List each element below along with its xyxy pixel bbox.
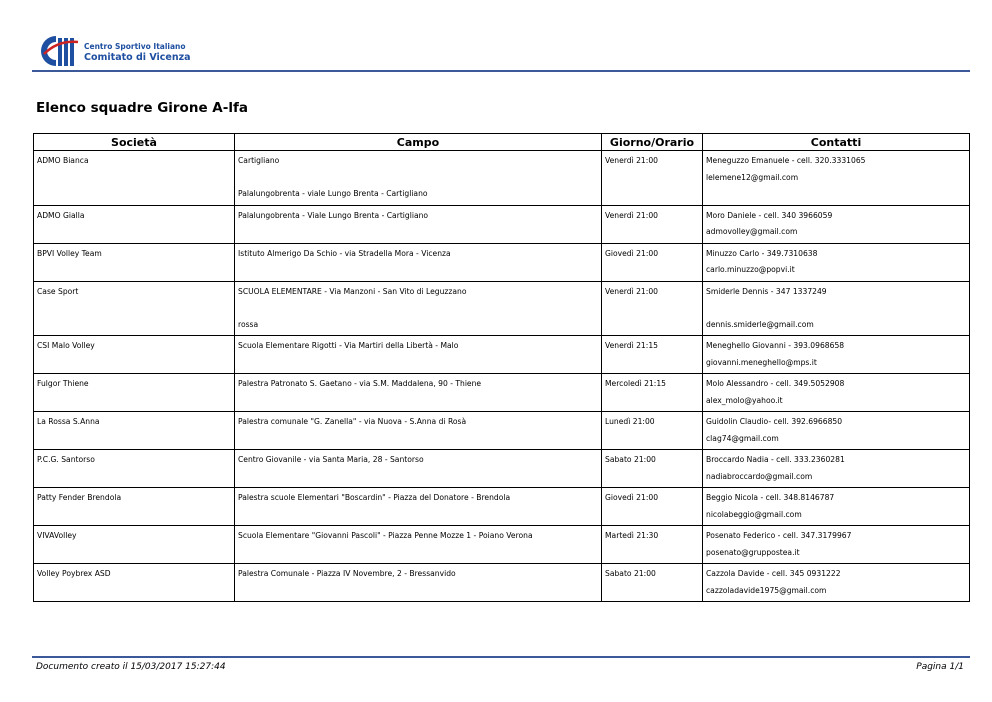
cell-giorno-text: Lunedì 21:00 bbox=[605, 417, 655, 426]
cell-campo-line: Palestra comunale "G. Zanella" - via Nuova - S.Anna di Rosà bbox=[238, 417, 467, 426]
cell-giorno bbox=[602, 450, 703, 488]
cell-giorno bbox=[602, 151, 703, 206]
creation-date: Documento creato il 15/03/2017 15:27:44 bbox=[36, 662, 226, 672]
cell-giorno-text: Martedì 21:30 bbox=[605, 531, 659, 540]
cell-contatti-line: Posenato Federico - cell. 347.3179967 bbox=[706, 531, 852, 540]
cell-societa-text: Volley Poybrex ASD bbox=[37, 569, 111, 578]
cell-campo bbox=[235, 205, 602, 243]
cell-societa-text: BPVI Volley Team bbox=[37, 248, 102, 258]
cell-societa bbox=[34, 281, 235, 336]
cell-societa-text: ADMO Bianca bbox=[37, 156, 89, 165]
cell-contatti bbox=[703, 374, 970, 412]
column-header-contatti: Contatti bbox=[703, 134, 970, 151]
cell-societa bbox=[34, 564, 235, 602]
cell-campo-line: Palalungobrenta - viale Lungo Brenta - Cartigliano bbox=[238, 189, 428, 198]
column-header-giorno: Giorno/Orario bbox=[602, 134, 703, 151]
cell-giorno bbox=[602, 488, 703, 526]
cell-societa-text: Case Sport bbox=[37, 286, 79, 296]
cell-contatti-line: Guidolin Claudio- cell. 392.6966850 bbox=[706, 417, 843, 426]
cell-societa bbox=[34, 336, 235, 374]
cell-giorno-text: Mercoledì 21:15 bbox=[605, 379, 667, 388]
table-row bbox=[34, 564, 970, 602]
cell-contatti bbox=[703, 412, 970, 450]
cell-giorno bbox=[602, 526, 703, 564]
cell-contatti-line: Minuzzo Carlo - 349.7310638 bbox=[706, 248, 818, 258]
cell-societa bbox=[34, 526, 235, 564]
cell-campo bbox=[235, 526, 602, 564]
table-row bbox=[34, 151, 970, 206]
table-row bbox=[34, 243, 970, 281]
table-row bbox=[34, 374, 970, 412]
cell-contatti bbox=[703, 151, 970, 206]
cell-campo-line: Istituto Almerigo Da Schio - via Stradella Mora - Vicenza bbox=[238, 248, 451, 258]
cell-contatti-line: dennis.smiderle@gmail.com bbox=[706, 319, 814, 329]
cell-contatti bbox=[703, 526, 970, 564]
cell-contatti bbox=[703, 336, 970, 374]
cell-societa bbox=[34, 374, 235, 412]
cell-campo bbox=[235, 336, 602, 374]
table-row bbox=[34, 205, 970, 243]
page-title: Elenco squadre Girone A-lfa bbox=[36, 100, 248, 116]
cell-contatti bbox=[703, 488, 970, 526]
page-number: Pagina 1/1 bbox=[916, 662, 964, 672]
header-divider bbox=[32, 70, 970, 72]
cell-societa-text: ADMO Gialla bbox=[37, 210, 85, 220]
cell-campo-line: Palestra Comunale - Piazza IV Novembre, 2 - Bressanvido bbox=[238, 569, 456, 578]
cell-giorno bbox=[602, 281, 703, 336]
cell-giorno-text: Venerdì 21:00 bbox=[605, 286, 658, 296]
cell-campo bbox=[235, 281, 602, 336]
table-body bbox=[34, 151, 970, 602]
cell-giorno bbox=[602, 205, 703, 243]
cell-campo bbox=[235, 243, 602, 281]
cell-campo-line: Centro Giovanile - via Santa Maria, 28 - Santorso bbox=[238, 455, 424, 464]
cell-contatti-line: Moro Daniele - cell. 340 3966059 bbox=[706, 210, 833, 220]
cell-campo bbox=[235, 151, 602, 206]
cell-contatti-line: carlo.minuzzo@popvi.it bbox=[706, 265, 795, 274]
cell-societa bbox=[34, 151, 235, 206]
cell-campo bbox=[235, 374, 602, 412]
cell-campo-line: Scuola Elementare Rigotti - Via Martiri della Libertà - Malo bbox=[238, 341, 459, 350]
cell-giorno-text: Giovedì 21:00 bbox=[605, 248, 659, 258]
table-row bbox=[34, 412, 970, 450]
table-row bbox=[34, 488, 970, 526]
page-header bbox=[32, 30, 970, 70]
csi-logo bbox=[36, 34, 196, 68]
table-row bbox=[34, 450, 970, 488]
cell-contatti-line: Beggio Nicola - cell. 348.8146787 bbox=[706, 493, 835, 502]
csi-logo-icon bbox=[36, 34, 80, 68]
cell-contatti bbox=[703, 281, 970, 336]
column-header-campo: Campo bbox=[235, 134, 602, 151]
cell-campo-line: SCUOLA ELEMENTARE - Via Manzoni - San Vito di Leguzzano bbox=[238, 286, 467, 296]
cell-campo bbox=[235, 412, 602, 450]
cell-campo-line: rossa bbox=[238, 319, 259, 329]
cell-contatti bbox=[703, 205, 970, 243]
cell-giorno-text: Giovedì 21:00 bbox=[605, 493, 659, 502]
cell-contatti-line: Broccardo Nadia - cell. 333.2360281 bbox=[706, 455, 845, 464]
cell-campo-line bbox=[238, 170, 598, 187]
cell-contatti-line: nadiabroccardo@gmail.com bbox=[706, 471, 813, 481]
cell-giorno-text: Venerdì 21:00 bbox=[605, 156, 658, 165]
table-row bbox=[34, 281, 970, 336]
cell-contatti-line: nicolabeggio@gmail.com bbox=[706, 509, 802, 519]
cell-societa-text: Patty Fender Brendola bbox=[37, 493, 122, 502]
cell-campo-line: Palestra Patronato S. Gaetano - via S.M. Maddalena, 90 - Thiene bbox=[238, 379, 482, 388]
cell-contatti-line: lelemene12@gmail.com bbox=[706, 172, 799, 182]
table-row bbox=[34, 526, 970, 564]
cell-societa-text: VIVAVolley bbox=[37, 531, 77, 540]
cell-campo bbox=[235, 450, 602, 488]
cell-giorno-text: Sabato 21:00 bbox=[605, 569, 656, 578]
cell-campo-line: Cartigliano bbox=[238, 156, 280, 165]
cell-contatti-line: Meneghello Giovanni - 393.0968658 bbox=[706, 341, 845, 350]
cell-societa-text: CSI Malo Volley bbox=[37, 341, 95, 350]
cell-contatti bbox=[703, 243, 970, 281]
cell-giorno bbox=[602, 374, 703, 412]
cell-campo-line bbox=[238, 300, 598, 317]
table-row bbox=[34, 336, 970, 374]
cell-contatti bbox=[703, 564, 970, 602]
table-header-row bbox=[34, 134, 970, 151]
cell-societa-text: La Rossa S.Anna bbox=[37, 417, 100, 426]
cell-societa bbox=[34, 205, 235, 243]
cell-campo-line: Palestra scuole Elementari "Boscardin" - Piazza del Donatore - Brendola bbox=[238, 493, 511, 502]
cell-contatti-line: alex_molo@yahoo.it bbox=[706, 395, 783, 405]
cell-giorno-text: Sabato 21:00 bbox=[605, 455, 656, 464]
logo-line-1: Centro Sportivo Italiano bbox=[84, 42, 186, 51]
cell-contatti-line: cazzoladavide1975@gmail.com bbox=[706, 585, 827, 595]
cell-societa bbox=[34, 243, 235, 281]
logo-line-2: Comitato di Vicenza bbox=[84, 52, 191, 63]
cell-contatti-line: Cazzola Davide - cell. 345 0931222 bbox=[706, 569, 841, 578]
cell-giorno-text: Venerdì 21:15 bbox=[605, 341, 658, 350]
cell-giorno bbox=[602, 412, 703, 450]
cell-societa-text: Fulgor Thiene bbox=[37, 379, 89, 388]
cell-societa bbox=[34, 450, 235, 488]
cell-giorno bbox=[602, 336, 703, 374]
column-header-societa: Società bbox=[34, 134, 235, 151]
cell-giorno bbox=[602, 564, 703, 602]
cell-contatti-line: clag74@gmail.com bbox=[706, 433, 779, 443]
cell-campo bbox=[235, 488, 602, 526]
cell-campo-line: Palalungobrenta - Viale Lungo Brenta - Cartigliano bbox=[238, 210, 429, 220]
cell-contatti-line: giovanni.meneghello@mps.it bbox=[706, 357, 817, 367]
cell-societa-text: P.C.G. Santorso bbox=[37, 455, 95, 464]
cell-campo bbox=[235, 564, 602, 602]
cell-giorno-text: Venerdì 21:00 bbox=[605, 210, 658, 220]
cell-societa bbox=[34, 412, 235, 450]
cell-societa bbox=[34, 488, 235, 526]
cell-contatti-line: Molo Alessandro - cell. 349.5052908 bbox=[706, 379, 845, 388]
cell-contatti-line: Meneguzzo Emanuele - cell. 320.3331065 bbox=[706, 156, 866, 165]
teams-table bbox=[33, 133, 970, 602]
cell-giorno bbox=[602, 243, 703, 281]
cell-contatti-line bbox=[706, 300, 966, 317]
cell-contatti-line: admovolley@gmail.com bbox=[706, 227, 798, 236]
cell-campo-line: Scuola Elementare "Giovanni Pascoli" - Piazza Penne Mozze 1 - Poiano Verona bbox=[238, 531, 533, 540]
cell-contatti bbox=[703, 450, 970, 488]
cell-contatti-line: Smiderle Dennis - 347 1337249 bbox=[706, 286, 827, 296]
cell-contatti-line: posenato@gruppostea.it bbox=[706, 547, 800, 557]
footer-divider bbox=[32, 656, 970, 658]
